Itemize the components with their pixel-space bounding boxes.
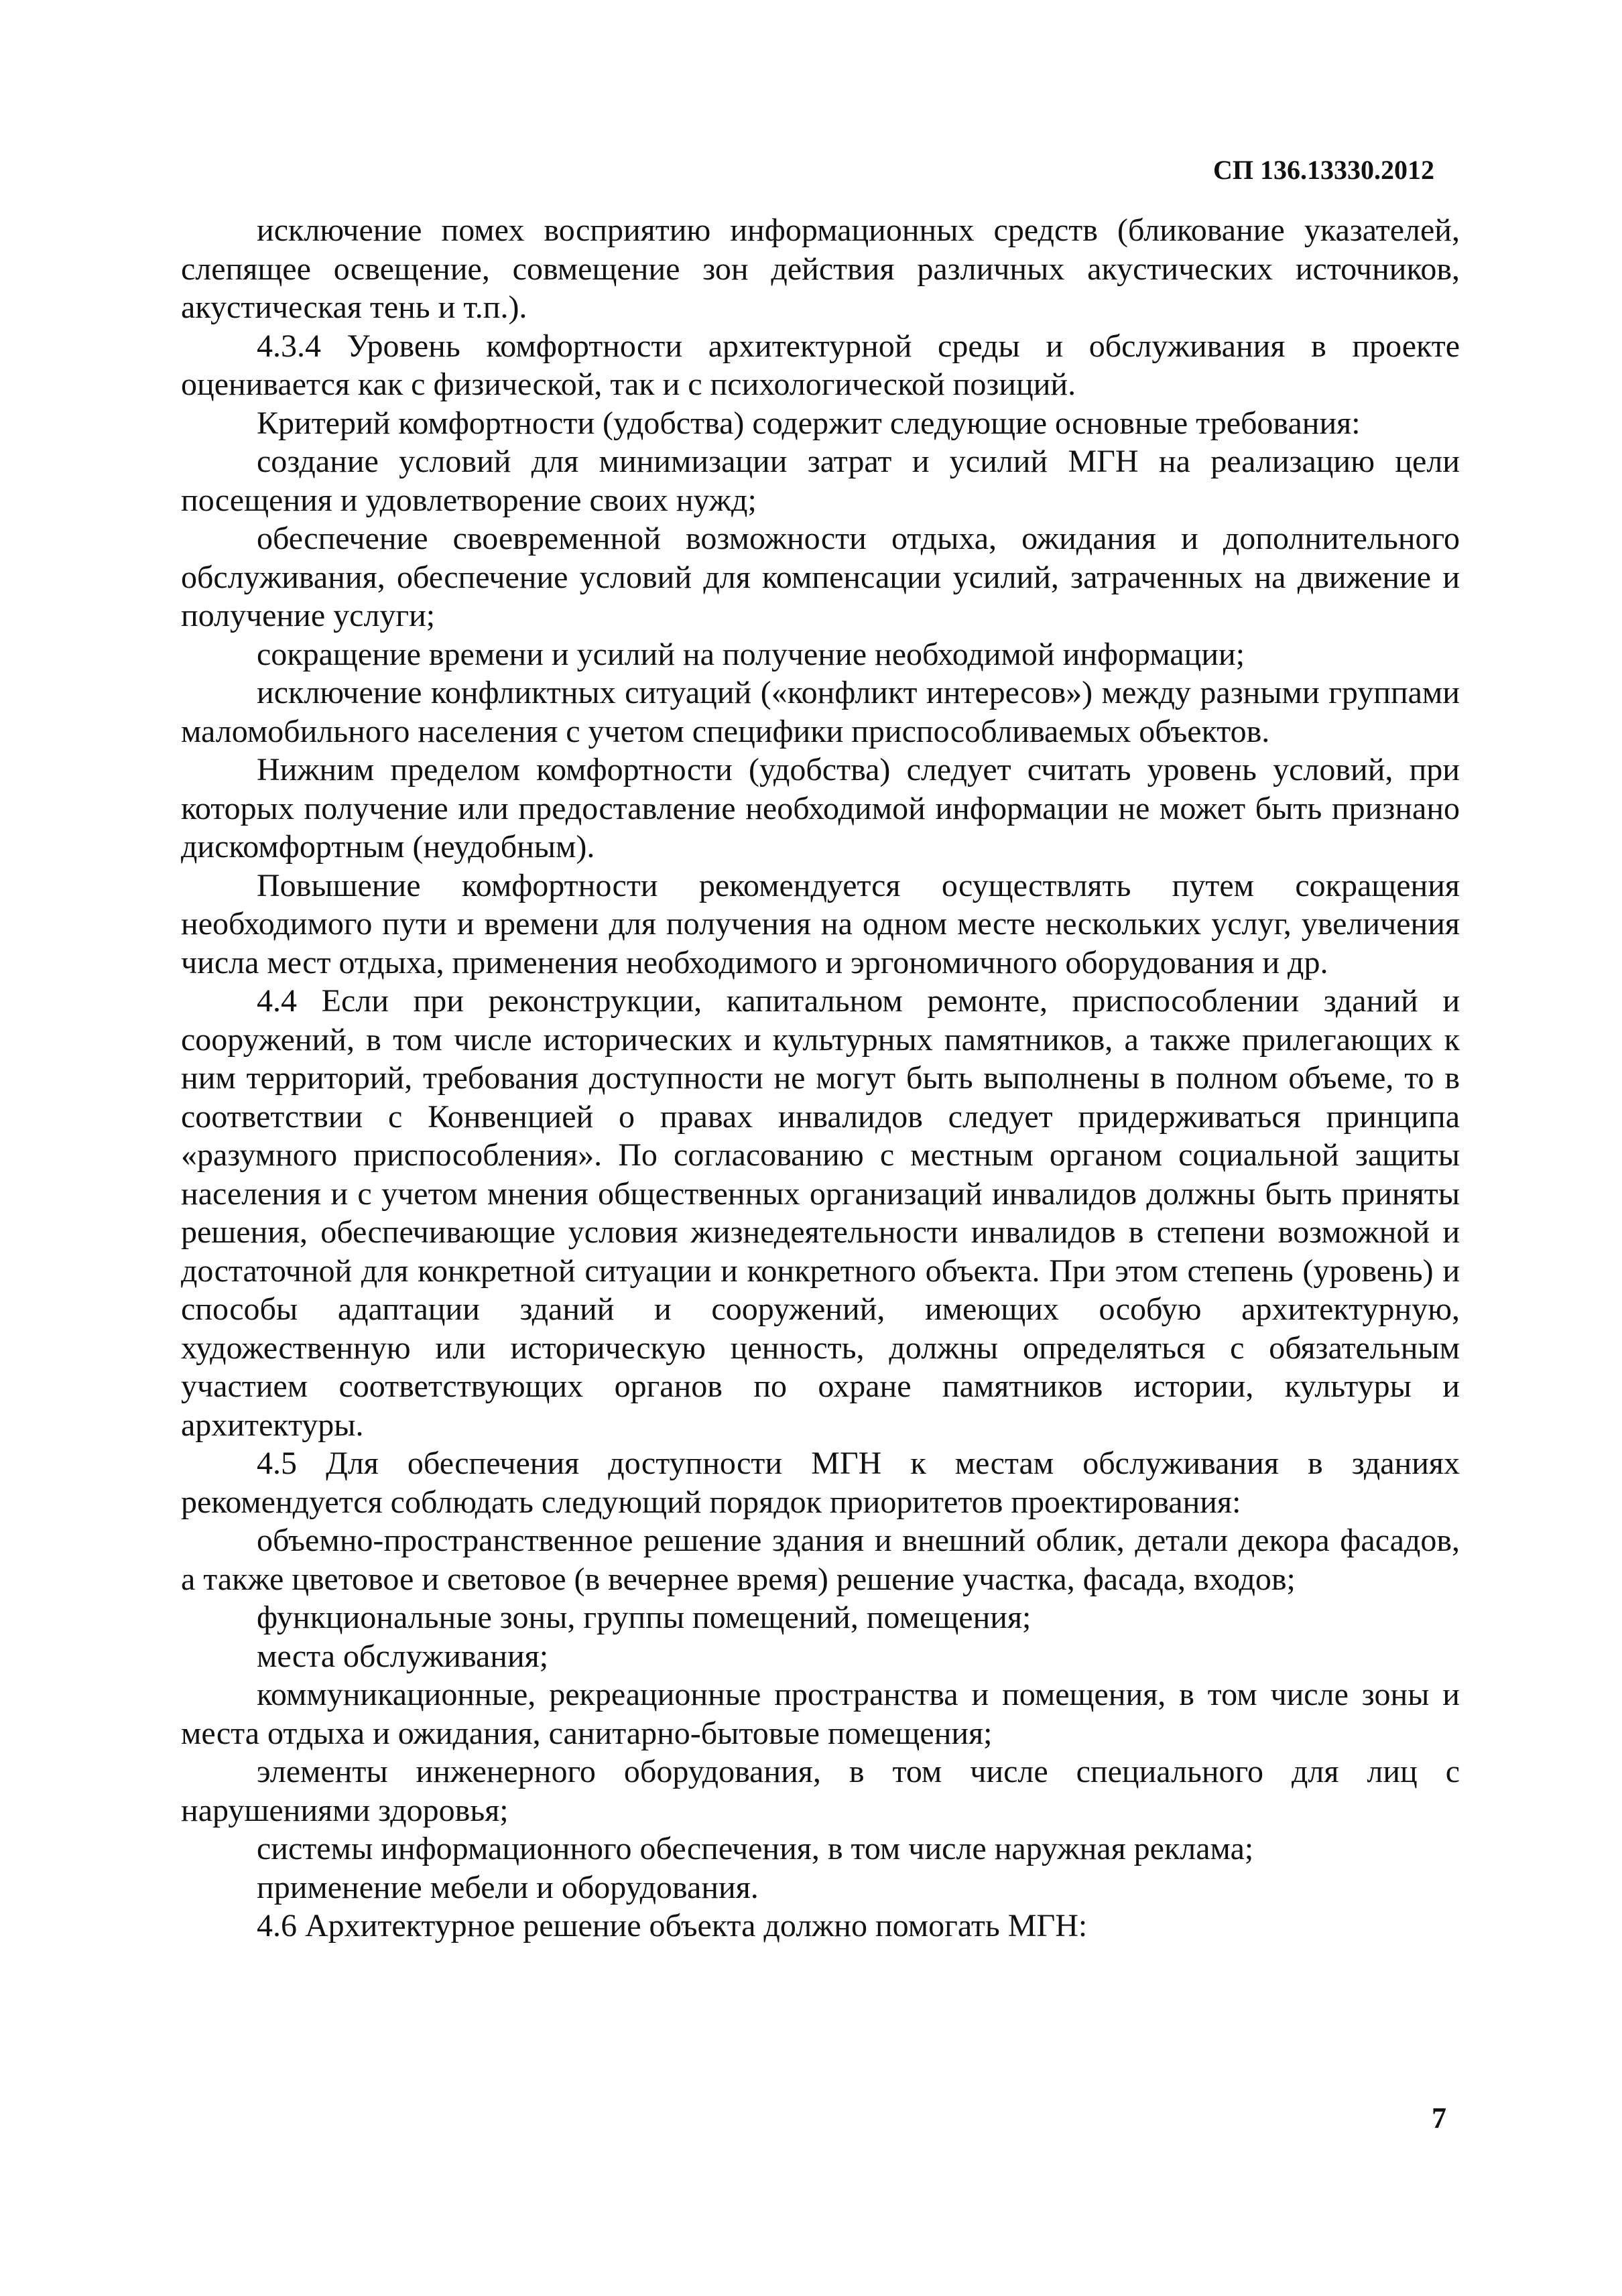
paragraph-13: функциональные зоны, группы помещений, помещения;	[257, 1600, 1032, 1635]
paragraph-11: 4.5 Для обеспечения доступности МГН к местам обслуживания в зданиях рекомендуется соблюдать следующий порядок приоритетов проектирования:	[181, 1446, 1460, 1520]
page-number: 7	[1432, 2102, 1446, 2134]
paragraph-12: объемно-пространственное решение здания и внешний облик, детали декора фасадов, а также цветовое и световое (в вечернее время) решение участка, фасада, входов;	[181, 1523, 1460, 1597]
paragraph-18: применение мебели и оборудования.	[257, 1869, 759, 1905]
document-code-header: СП 136.13330.2012	[1213, 155, 1434, 185]
paragraph-6: сокращение времени и усилий на получение необходимой информации;	[257, 636, 1245, 672]
paragraph-7: исключение конфликтных ситуаций («конфликт интересов») между разными группами маломобильного населения с учетом специфики приспособливаемых объектов.	[181, 675, 1460, 749]
paragraph-2: 4.3.4 Уровень комфортности архитектурной среды и обслуживания в проекте оценивается как с физической, так и с психологической позиций.	[181, 328, 1460, 402]
paragraph-19: 4.6 Архитектурное решение объекта должно помогать МГН:	[257, 1908, 1088, 1943]
paragraph-4: создание условий для минимизации затрат и усилий МГН на реализацию цели посещения и удовлетворение своих нужд;	[181, 444, 1460, 518]
paragraph-10: 4.4 Если при реконструкции, капитальном ремонте, приспособлении зданий и сооружений, в том числе исторических и культурных памятников, а также прилегающих к ним территорий, требования доступности не могут быть выполнены в полном объеме, то в соответствии с Конвенцией о правах инвалидов следует придерживаться принципа «разумного приспособления». По согласованию с местным органом социальной защиты населения и с учетом мнения общественных организаций инвалидов должны быть приняты решения, обеспечивающие условия жизнедеятельности инвалидов в степени возможной и достаточной для конкретной ситуации и конкретного объекта. При этом степень (уровень) и способы адаптации зданий и сооружений, имеющих особую архитектурную, художественную или историческую ценность, должны определяться с обязательным участием соответствующих органов по охране памятников истории, культуры и архитектуры.	[181, 983, 1460, 1443]
paragraph-9: Повышение комфортности рекомендуется осуществлять путем сокращения необходимого пути и времени для получения на одном месте нескольких услуг, увеличения числа мест отдыха, применения необходимого и эргономичного оборудования и др.	[181, 867, 1460, 980]
paragraph-1: исключение помех восприятию информационных средств (бликование указателей, слепящее освещение, совмещение зон действия различных акустических источников, акустическая тень и т.п.).	[181, 212, 1460, 325]
paragraph-8: Нижним пределом комфортности (удобства) следует считать уровень условий, при которых получение или предоставление необходимой информации не может быть признано дискомфортным (неудобным).	[181, 752, 1460, 865]
paragraph-14: места обслуживания;	[257, 1638, 549, 1674]
paragraph-15: коммуникационные, рекреационные пространства и помещения, в том числе зоны и места отдыха и ожидания, санитарно-бытовые помещения;	[181, 1677, 1460, 1751]
paragraph-3: Критерий комфортности (удобства) содержит следующие основные требования:	[257, 405, 1361, 441]
document-body	[181, 211, 1460, 1946]
paragraph-5: обеспечение своевременной возможности отдыха, ожидания и дополнительного обслуживания, обеспечение условий для компенсации усилий, затраченных на движение и получение услуги;	[181, 521, 1460, 633]
paragraph-16: элементы инженерного оборудования, в том числе специального для лиц с нарушениями здоровья;	[181, 1754, 1460, 1828]
paragraph-17: системы информационного обеспечения, в том числе наружная реклама;	[257, 1831, 1254, 1866]
